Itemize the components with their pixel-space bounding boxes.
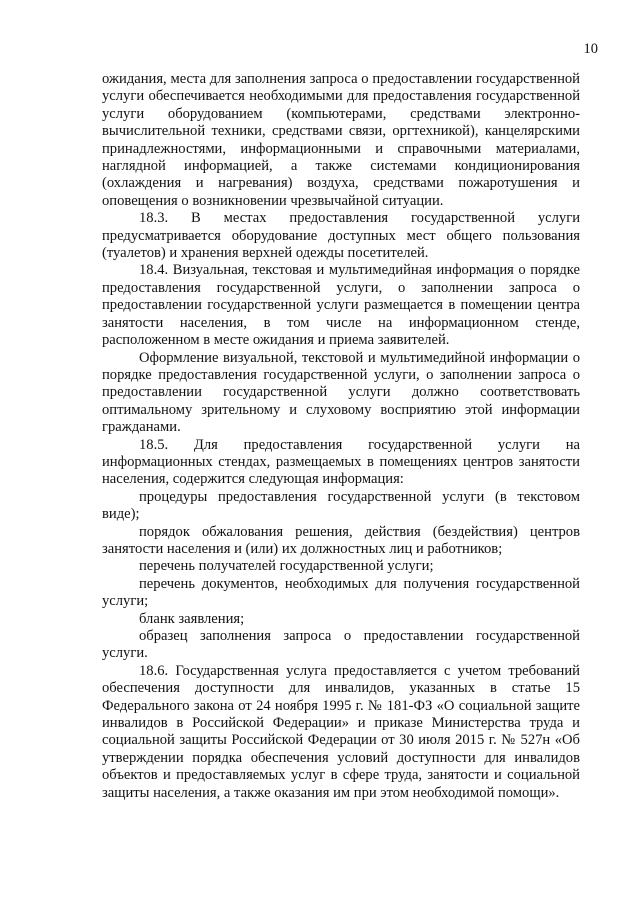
list-item-procedures: процедуры предоставления государственной услуги (в текстовом виде);	[102, 488, 580, 523]
paragraph-18-4: 18.4. Визуальная, текстовая и мультимедийная информация о порядке предоставления государственной услуги, о заполнении запроса о предоставлении государственной услуги размещается в помещении центра занятости населения, в том числе на информационном стенде, расположенном в месте ожидания и приема заявителей.	[102, 262, 580, 349]
list-item-recipients: перечень получателей государственной услуги;	[139, 558, 434, 575]
paragraph-18-6: 18.6. Государственная услуга предоставляется с учетом требований обеспечения доступности для инвалидов, указанных в статье 15 Федерального закона от 24 ноября 1995 г. № 181-ФЗ «О социальной защите инвалидов в Российской Федерации» и приказе Министерства труда и социальной защиты Российской Федерации от 30 июля 2015 г. № 527н «Об утверждении порядка обеспечения условий доступности для инвалидов объектов и предоставляемых услуг в сфере труда, занятости и социальной защиты населения, а также оказания им при этом необходимой помощи».	[102, 662, 580, 801]
page-number: 10	[583, 41, 598, 57]
paragraph-18-3: 18.3. В местах предоставления государственной услуги предусматривается оборудование доступных мест общего пользования (туалетов) и хранения верхней одежды посетителей.	[102, 210, 580, 262]
document-body	[102, 71, 580, 802]
list-item-application-form: бланк заявления;	[139, 610, 245, 627]
paragraph-18-2-continuation: ожидания, места для заполнения запроса о предоставлении государственной услуги обеспечивается необходимыми для предоставления государственной услуги оборудованием (компьютерами, средствами электронно-вычислительной техники, средствами связи, оргтехникой), канцелярскими принадлежностями, информационными и справочными материалами, наглядной информацией, а также системами кондиционирования (охлаждения и нагревания) воздуха, средствами пожаротушения и оповещения о возникновении чрезвычайной ситуации.	[102, 71, 580, 209]
list-item-appeal-order: порядок обжалования решения, действия (бездействия) центров занятости населения и (или) их должностных лиц и работников;	[102, 523, 580, 557]
paragraph-18-4-design: Оформление визуальной, текстовой и мультимедийной информации о порядке предоставления государственной услуги, о заполнении запроса о предоставлении государственной услуги должно соответствовать оптимальному зрительному и слуховому восприятию этой информации гражданами.	[102, 349, 580, 436]
paragraph-18-5: 18.5. Для предоставления государственной услуги на информационных стендах, размещаемых в помещениях центров занятости населения, содержится следующая информация:	[102, 436, 580, 488]
list-item-documents: перечень документов, необходимых для получения государственной услуги;	[102, 575, 580, 610]
list-item-request-sample: образец заполнения запроса о предоставлении государственной услуги.	[102, 628, 580, 662]
